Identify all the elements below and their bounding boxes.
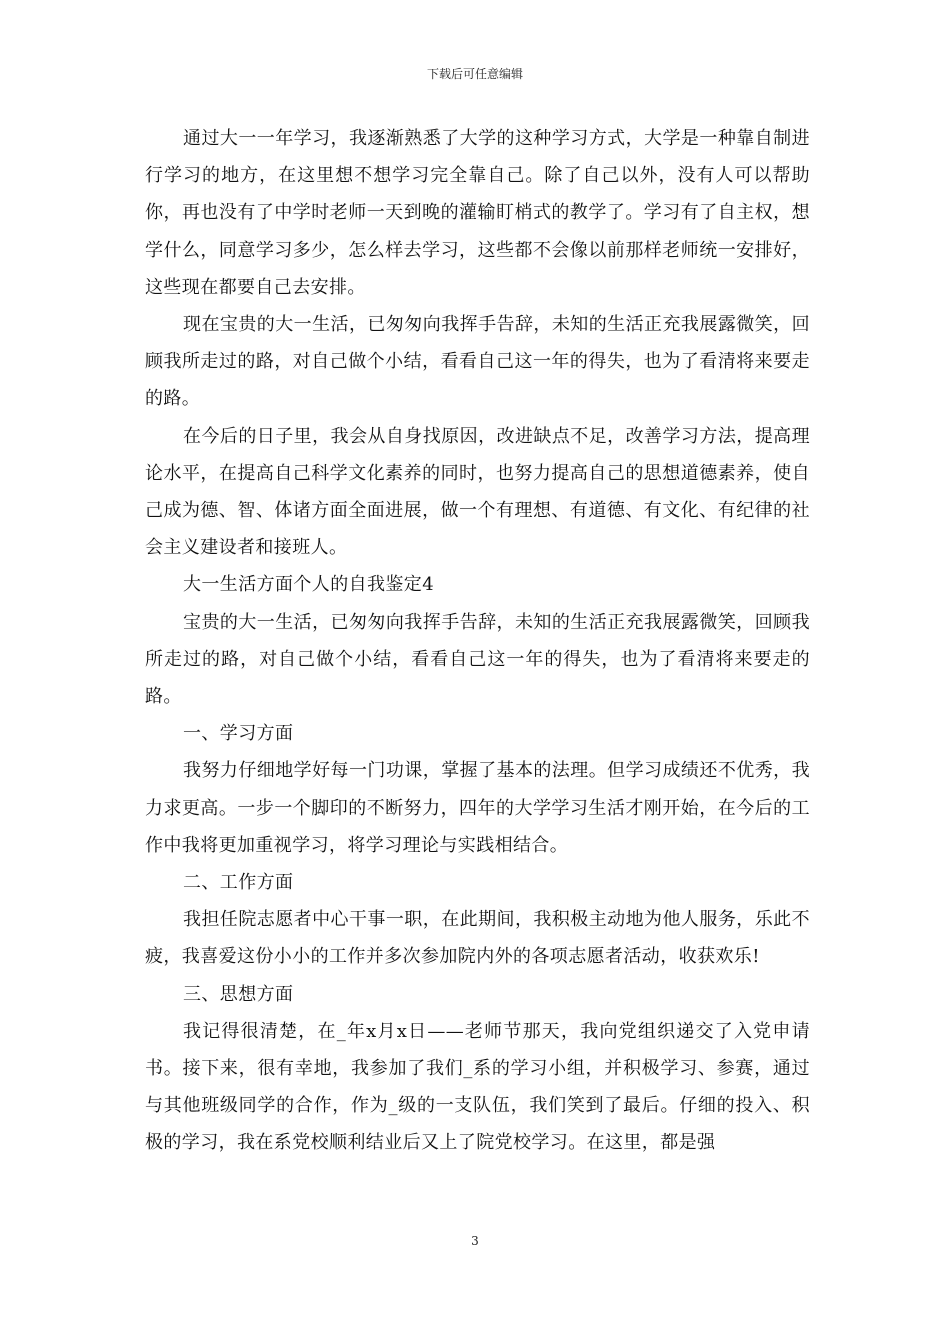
paragraph-thought: 我记得很清楚，在_年x月x日——老师节那天，我向党组织递交了入党申请书。接下来，很有幸地，我参加了我们_系的学习小组，并积极学习、参赛，通过与其他班级同学的合作，作为_级的一支队伍，我们笑到了最后。仔细的投入、积极的学习，我在系党校顺利结业后又上了院党校学习。在这里，都是强 — [145, 1020, 810, 1154]
heading-study: 一、学习方面 — [183, 723, 294, 745]
page-number: 3 — [471, 1234, 479, 1248]
heading-work: 二、工作方面 — [183, 872, 294, 894]
section-title: 大一生活方面个人的自我鉴定4 — [183, 574, 435, 596]
paragraph-study-method: 通过大一一年学习，我逐渐熟悉了大学的这种学习方式，大学是一种靠自制进行学习的地方，在这里想不想学习完全靠自己。除了自己以外，没有人可以帮助你，再也没有了中学时老师一天到晚的灌输盯梢式的教学了。学习有了自主权，想学什么，同意学习多少，怎么样去学习，这些都不会像以前那样老师统一安排好，这些现在都要自己去安排。 — [145, 128, 810, 298]
paragraph-future-plan: 在今后的日子里，我会从自身找原因，改进缺点不足，改善学习方法，提高理论水平，在提高自己科学文化素养的同时，也努力提高自己的思想道德素养，使自己成为德、智、体诸方面全面进展，做一个有理想、有道德、有文化、有纪律的社会主义建设者和接班人。 — [145, 425, 810, 559]
heading-thought: 三、思想方面 — [183, 983, 294, 1005]
paragraph-review-intro-2: 宝贵的大一生活，已匆匆向我挥手告辞，未知的生活正充我展露微笑，回顾我所走过的路，对自己做个小结，看看自己这一年的得失，也为了看清将来要走的路。 — [145, 611, 810, 708]
document-body — [145, 120, 810, 1162]
page-header: 下载后可任意编辑 — [426, 67, 523, 81]
paragraph-review-intro: 现在宝贵的大一生活，已匆匆向我挥手告辞，未知的生活正充我展露微笑，回顾我所走过的路，对自己做个小结，看看自己这一年的得失，也为了看清将来要走的路。 — [145, 314, 810, 410]
paragraph-work: 我担任院志愿者中心干事一职，在此期间，我积极主动地为他人服务，乐此不疲，我喜爱这份小小的工作并多次参加院内外的各项志愿者活动，收获欢乐! — [145, 909, 810, 968]
paragraph-study: 我努力仔细地学好每一门功课，掌握了基本的法理。但学习成绩还不优秀，我力求更高。一步一个脚印的不断努力，四年的大学学习生活才刚开始，在今后的工作中我将更加重视学习，将学习理论与实践相结合。 — [145, 760, 810, 856]
